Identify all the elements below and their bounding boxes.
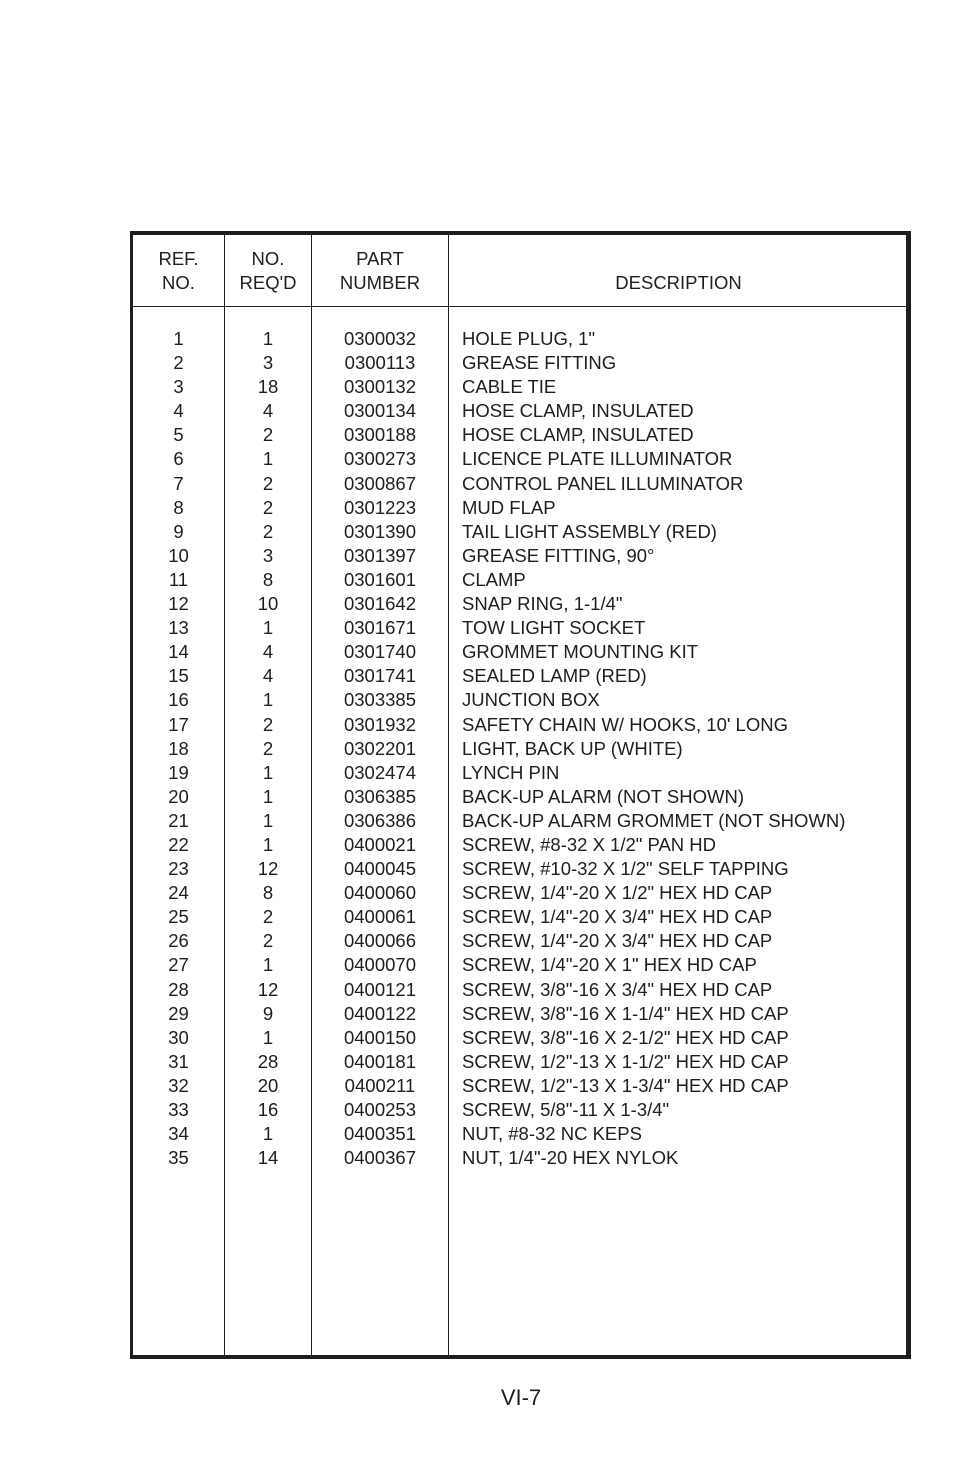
part-number-cell: 0301601: [343, 568, 417, 590]
part-number-cell: 0400021: [343, 833, 417, 855]
ref-no-cell: 15: [168, 665, 189, 687]
table-row: [133, 544, 906, 568]
qty-required-cell: 8: [262, 568, 274, 590]
description-cell: SCREW, #8-32 X 1/2" PAN HD: [462, 833, 717, 855]
description-cell: GROMMET MOUNTING KIT: [462, 641, 699, 663]
part-number-cell: 0300113: [344, 352, 416, 374]
description-cell: SCREW, 1/4"-20 X 1" HEX HD CAP: [462, 954, 757, 976]
table-row: [133, 833, 906, 857]
table-row: [133, 472, 906, 496]
qty-required-cell: 1: [262, 1026, 274, 1048]
table-row: [133, 978, 906, 1002]
description-cell: SCREW, 5/8"-11 X 1-3/4": [462, 1099, 670, 1120]
ref-no-cell: 8: [173, 496, 184, 518]
qty-required-cell: 10: [257, 593, 279, 615]
qty-required-cell: 2: [262, 713, 274, 735]
ref-no-cell: 23: [168, 858, 189, 880]
part-number-cell: 0301397: [343, 544, 417, 566]
ref-no-cell: 19: [168, 761, 189, 783]
ref-no-cell: 9: [173, 520, 184, 542]
parts-list-table: [130, 231, 911, 1359]
table-row: [133, 809, 906, 833]
ref-no-cell: 2: [173, 352, 184, 374]
part-number-cell: 0302474: [343, 761, 417, 783]
description-cell: SCREW, 1/4"-20 X 3/4" HEX HD CAP: [462, 906, 773, 928]
part-number-cell: 0400253: [343, 1099, 417, 1120]
qty-required-cell: 3: [262, 352, 274, 374]
table-row: [133, 785, 906, 809]
description-cell: HOSE CLAMP, INSULATED: [462, 424, 694, 446]
qty-required-cell: 28: [257, 1050, 279, 1072]
part-number-cell: 0400066: [343, 930, 417, 952]
header-description: [449, 271, 908, 295]
description-cell: SCREW, 1/4"-20 X 3/4" HEX HD CAP: [462, 930, 773, 952]
table-row: [133, 664, 906, 688]
table-row: [133, 327, 906, 351]
part-number-cell: 0400122: [343, 1002, 417, 1024]
header-description-label: DESCRIPTION: [615, 272, 742, 293]
description-cell: TOW LIGHT SOCKET: [462, 617, 646, 639]
ref-no-cell: 31: [168, 1050, 189, 1072]
ref-no-cell: 20: [168, 785, 189, 807]
header-no-reqd-line2: REQ'D: [239, 272, 297, 293]
description-cell: SCREW, 1/2"-13 X 1-1/2" HEX HD CAP: [462, 1050, 789, 1072]
ref-no-cell: 1: [173, 328, 184, 349]
table-row: [133, 616, 906, 640]
part-number-cell: 0300132: [343, 376, 417, 398]
table-row: [133, 953, 906, 977]
ref-no-cell: 12: [168, 593, 189, 615]
table-row: [133, 568, 906, 592]
ref-no-cell: 18: [168, 737, 189, 759]
table-row: [133, 423, 906, 447]
header-part-number-line1: PART: [356, 248, 404, 269]
ref-no-cell: 5: [173, 424, 184, 446]
part-number-cell: 0300273: [343, 448, 417, 470]
ref-no-cell: 3: [173, 376, 184, 398]
qty-required-cell: 16: [257, 1099, 279, 1120]
header-part-number: [312, 247, 448, 295]
table-row: [133, 447, 906, 471]
ref-no-cell: 14: [168, 641, 189, 663]
part-number-cell: 0300032: [343, 328, 417, 349]
part-number-cell: 0302201: [343, 737, 417, 759]
ref-no-cell: 22: [168, 833, 189, 855]
part-number-cell: 0400351: [343, 1123, 417, 1145]
ref-no-cell: 4: [173, 400, 184, 422]
description-cell: LICENCE PLATE ILLUMINATOR: [462, 448, 733, 470]
header-ref-no-line1: REF.: [158, 248, 199, 269]
header-no-reqd: [225, 247, 311, 295]
description-cell: CABLE TIE: [462, 376, 557, 398]
ref-no-cell: 32: [168, 1074, 189, 1096]
qty-required-cell: 1: [262, 809, 274, 831]
table-row: [133, 929, 906, 953]
part-number-cell: 0400045: [343, 858, 417, 880]
description-cell: HOSE CLAMP, INSULATED: [462, 400, 694, 422]
description-cell: SCREW, 3/8"-16 X 1-1/4" HEX HD CAP: [462, 1002, 789, 1024]
part-number-cell: 0301390: [343, 520, 417, 542]
part-number-cell: 0400181: [343, 1050, 417, 1072]
part-number-cell: 0400121: [343, 978, 417, 1000]
qty-required-cell: 2: [262, 520, 274, 542]
ref-no-cell: 16: [168, 689, 189, 711]
part-number-cell: 0301741: [343, 665, 417, 687]
ref-no-cell: 13: [168, 617, 189, 639]
description-cell: GREASE FITTING, 90°: [462, 544, 655, 566]
part-number-cell: 0400367: [343, 1147, 417, 1169]
table-row: [133, 520, 906, 544]
description-cell: SNAP RING, 1-1/4": [462, 593, 623, 615]
description-cell: CONTROL PANEL ILLUMINATOR: [462, 472, 744, 494]
qty-required-cell: 1: [262, 448, 274, 470]
ref-no-cell: 30: [168, 1026, 189, 1048]
description-cell: SCREW, 3/8"-16 X 3/4" HEX HD CAP: [462, 978, 773, 1000]
table-row: [133, 881, 906, 905]
table-row: [133, 737, 906, 761]
table-row: [133, 761, 906, 785]
header-no-reqd-line1: NO.: [251, 248, 285, 269]
description-cell: MUD FLAP: [462, 496, 556, 518]
qty-required-cell: 2: [262, 472, 274, 494]
description-cell: GREASE FITTING: [462, 352, 617, 374]
ref-no-cell: 25: [168, 906, 189, 928]
table-row: [133, 399, 906, 423]
description-cell: BACK-UP ALARM (NOT SHOWN): [462, 785, 744, 807]
qty-required-cell: 1: [262, 1123, 274, 1145]
qty-required-cell: 1: [262, 761, 274, 783]
qty-required-cell: 2: [262, 930, 274, 952]
ref-no-cell: 24: [168, 882, 189, 904]
part-number-cell: 0400211: [344, 1074, 416, 1096]
description-cell: LYNCH PIN: [462, 761, 560, 783]
qty-required-cell: 1: [262, 328, 274, 349]
description-cell: HOLE PLUG, 1": [462, 328, 596, 349]
part-number-cell: 0400150: [343, 1026, 417, 1048]
table-body: [133, 327, 906, 1170]
part-number-cell: 0300867: [343, 472, 417, 494]
description-cell: LIGHT, BACK UP (WHITE): [462, 737, 683, 759]
part-number-cell: 0300134: [343, 400, 417, 422]
part-number-cell: 0301671: [343, 617, 417, 639]
part-number-cell: 0301223: [343, 496, 417, 518]
description-cell: BACK-UP ALARM GROMMET (NOT SHOWN): [462, 809, 846, 831]
qty-required-cell: 12: [257, 978, 279, 1000]
qty-required-cell: 1: [262, 689, 274, 711]
part-number-cell: 0300188: [343, 424, 417, 446]
qty-required-cell: 14: [257, 1147, 279, 1169]
page-number: VI-7: [500, 1385, 542, 1410]
part-number-cell: 0301932: [343, 713, 417, 735]
part-number-cell: 0301642: [343, 593, 417, 615]
table-row: [133, 1074, 906, 1098]
qty-required-cell: 9: [262, 1002, 274, 1024]
qty-required-cell: 2: [262, 737, 274, 759]
table-row: [133, 592, 906, 616]
table-row: [133, 1050, 906, 1074]
description-cell: SCREW, 1/4"-20 X 1/2" HEX HD CAP: [462, 882, 773, 904]
part-number-cell: 0301740: [343, 641, 417, 663]
description-cell: CLAMP: [462, 568, 526, 590]
table-row: [133, 688, 906, 712]
ref-no-cell: 28: [168, 978, 189, 1000]
qty-required-cell: 1: [262, 785, 274, 807]
qty-required-cell: 2: [262, 424, 274, 446]
table-row: [133, 1146, 906, 1170]
description-cell: TAIL LIGHT ASSEMBLY (RED): [462, 520, 717, 542]
table-row: [133, 1002, 906, 1026]
table-row: [133, 713, 906, 737]
ref-no-cell: 11: [168, 568, 189, 590]
description-cell: SCREW, 1/2"-13 X 1-3/4" HEX HD CAP: [462, 1074, 789, 1096]
table-row: [133, 1098, 906, 1122]
ref-no-cell: 10: [168, 544, 189, 566]
table-row: [133, 905, 906, 929]
part-number-cell: 0306386: [343, 809, 417, 831]
qty-required-cell: 8: [262, 882, 274, 904]
ref-no-cell: 29: [168, 1002, 189, 1024]
table-row: [133, 351, 906, 375]
qty-required-cell: 2: [262, 496, 274, 518]
part-number-cell: 0400061: [343, 906, 417, 928]
ref-no-cell: 26: [168, 930, 189, 952]
ref-no-cell: 21: [168, 809, 189, 831]
qty-required-cell: 12: [257, 858, 279, 880]
qty-required-cell: 18: [257, 376, 279, 398]
ref-no-cell: 34: [168, 1123, 189, 1145]
qty-required-cell: 4: [262, 641, 274, 663]
description-cell: NUT, 1/4"-20 HEX NYLOK: [462, 1147, 679, 1169]
table-row: [133, 375, 906, 399]
table-row: [133, 1122, 906, 1146]
table-row: [133, 640, 906, 664]
description-cell: JUNCTION BOX: [462, 689, 600, 711]
description-cell: SEALED LAMP (RED): [462, 665, 647, 687]
description-cell: SAFETY CHAIN W/ HOOKS, 10' LONG: [462, 713, 788, 735]
table-row: [133, 857, 906, 881]
part-number-cell: 0400060: [343, 882, 417, 904]
qty-required-cell: 1: [262, 617, 274, 639]
qty-required-cell: 2: [262, 906, 274, 928]
qty-required-cell: 3: [262, 544, 274, 566]
ref-no-cell: 35: [168, 1147, 189, 1169]
ref-no-cell: 33: [168, 1099, 189, 1120]
header-ref-no-line2: NO.: [162, 272, 195, 293]
qty-required-cell: 4: [262, 400, 274, 422]
table-row: [133, 1026, 906, 1050]
description-cell: NUT, #8-32 NC KEPS: [462, 1123, 642, 1145]
ref-no-cell: 7: [173, 472, 184, 494]
qty-required-cell: 4: [262, 665, 274, 687]
qty-required-cell: 1: [262, 954, 274, 976]
part-number-cell: 0306385: [343, 785, 417, 807]
qty-required-cell: 1: [262, 833, 274, 855]
ref-no-cell: 6: [173, 448, 184, 470]
header-part-number-line2: NUMBER: [339, 272, 421, 293]
part-number-cell: 0303385: [343, 689, 417, 711]
header-ref-no: [133, 247, 224, 295]
description-cell: SCREW, #10-32 X 1/2" SELF TAPPING: [462, 858, 789, 880]
table-header: [133, 247, 906, 307]
description-cell: SCREW, 3/8"-16 X 2-1/2" HEX HD CAP: [462, 1026, 789, 1048]
qty-required-cell: 20: [257, 1074, 279, 1096]
ref-no-cell: 27: [168, 954, 189, 976]
table-row: [133, 496, 906, 520]
ref-no-cell: 17: [168, 713, 189, 735]
part-number-cell: 0400070: [343, 954, 417, 976]
